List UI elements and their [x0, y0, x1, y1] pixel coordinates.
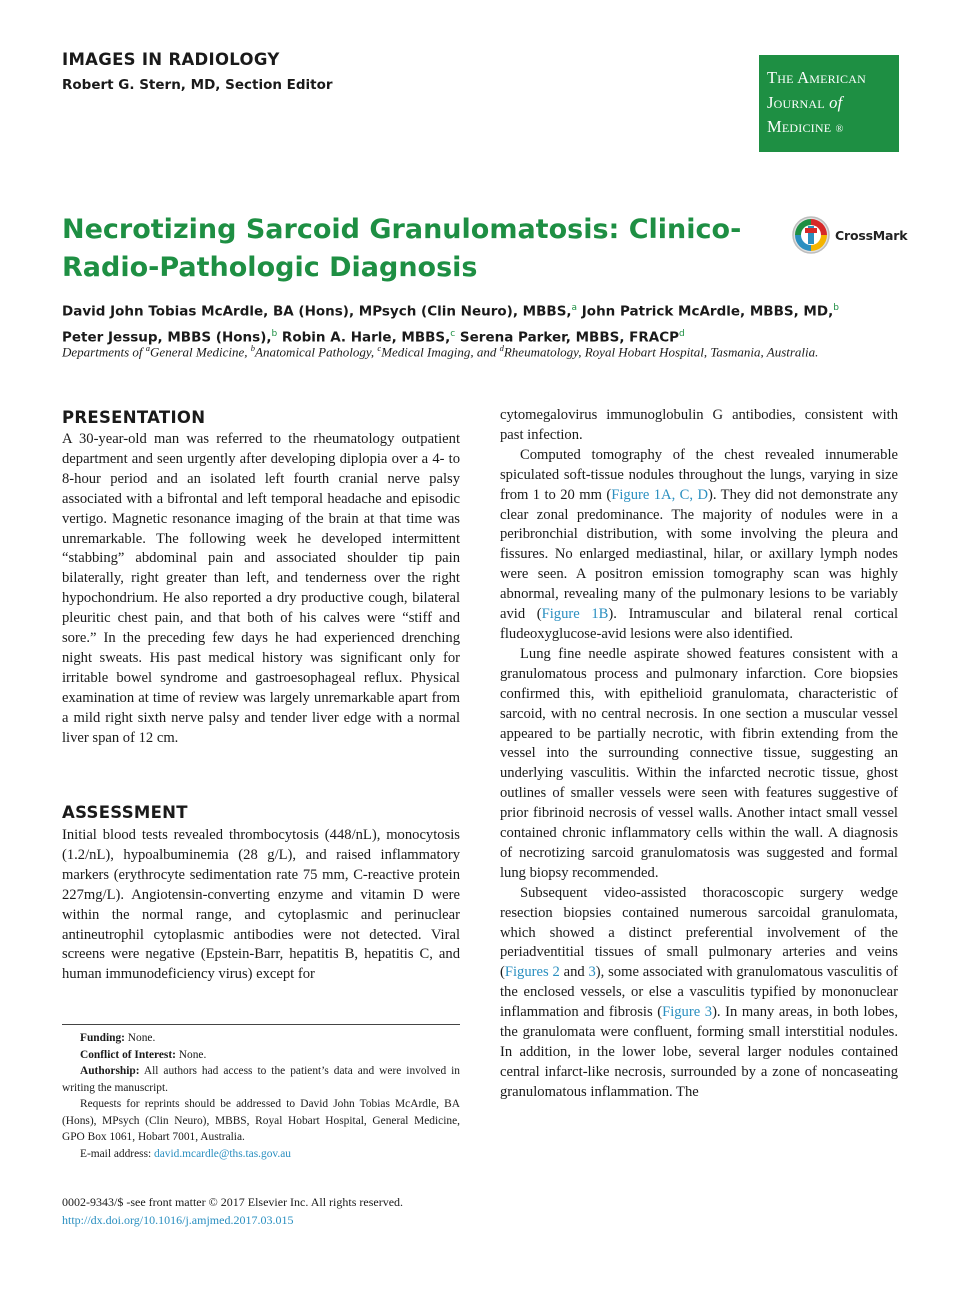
article-title: Necrotizing Sarcoid Granulomatosis: Clinico-Radio-Pathologic Diagnosis	[62, 214, 742, 283]
section-label: IMAGES IN RADIOLOGY	[62, 50, 280, 69]
affiliations: Departments of $^a$General Medicine, $^b$Anatomical Pathology, $^c$Medical Imaging, and $^d$Rheumatology, Royal Hobart Hospital, Tasmania, Australia.	[62, 343, 819, 360]
reprints-note: Requests for reprints should be addressed to David John Tobias McArdle, BA (Hons), MPsych (Clin Neuro), MBBS, Royal Hobart Hospital, General Medicine, GPO Box 1061, Hobart 7001, Australia.	[62, 1098, 460, 1143]
author: Robin A. Harle, MBBS,	[281, 329, 451, 345]
conflict-note: Conflict of Interest: None.	[80, 1048, 207, 1061]
paragraph: Subsequent video-assisted thoracoscopic surgery wedge resection biopsies contained numerous sarcoidal granulomata, which showed a distinct preferential involvement of the periadventitial tissues of small pulmonary arteries and veins (Figures 2 and 3), some associated with granulomatous vasculitis of the enclosed vessels, or else a vasculitis typified by mononuclear inflammation and fibrosis (Figure 3). In many areas, in both lobes, the granulomata were confluent, forming small interstitial nodules. In addition, in the lower lobe, several larger nodules contained central infarct-like necrosis, surrounded by a zone of noncaseating granulomatous inflammation. The	[500, 884, 898, 1100]
figure-link[interactable]: Figure 1A, C, D	[611, 486, 708, 503]
journal-logo-line3: Medicine ®	[767, 117, 844, 136]
author-affil-sup[interactable]: b	[271, 328, 278, 339]
crossmark-badge[interactable]	[791, 215, 906, 257]
author-affil-sup[interactable]: a	[571, 303, 578, 313]
crossmark-icon	[791, 215, 831, 255]
doi-link[interactable]: http://dx.doi.org/10.1016/j.amjmed.2017.03.015	[62, 1213, 294, 1227]
journal-logo-line2: Journal of	[767, 93, 843, 112]
issn-line: 0002-9343/$ -see front matter © 2017 Elsevier Inc. All rights reserved.	[62, 1195, 404, 1209]
section-editor: Robert G. Stern, MD, Section Editor	[62, 77, 333, 93]
funding-note: Funding: None.	[80, 1032, 156, 1044]
presentation-heading: PRESENTATION	[62, 408, 206, 427]
figure-link[interactable]: Figure 1B	[541, 606, 609, 623]
paragraph: cytomegalovirus immunoglobulin G antibodies, consistent with past infection.	[500, 407, 898, 443]
footnote-divider	[62, 1024, 460, 1025]
journal-logo-line1: The American	[767, 68, 866, 87]
author: Peter Jessup, MBBS (Hons),	[62, 329, 272, 345]
author-affil-sup[interactable]: b	[833, 303, 839, 313]
crossmark-label: CrossMark	[835, 228, 908, 243]
figure-link[interactable]: Figures 2	[504, 964, 560, 981]
presentation-text: A 30-year-old man was referred to the rheumatology outpatient department and seen urgently after developing diplopia over a 4- to 8-hour period and an isolated left fourth cranial nerve palsy associated with a bifrontal and left temporal headache and episodic vertigo. Magnetic resonance imaging of the brain at that time was unremarkable. The following week he developed intermittent “stabbing” abdominal pain and associated shoulder tip pain bilaterally, right greater than left, and tenderness over the right hypochondrium. He also reported a dry productive cough, bilateral pleuritic chest pain, and that both of his calves were “stiff and sore.” In the preceding few days he had experienced drenching night sweats. His past medical history was significant only for irritable bowel syndrome and gastroesophageal reflux. Physical examination at time of review was largely unremarkable apart from a mild right sixth nerve palsy and tender liver edge with a normal liver span of 12 cm.	[62, 431, 460, 746]
author: Serena Parker, MBBS, FRACP	[459, 329, 680, 345]
author-affil-sup[interactable]: d	[679, 328, 685, 339]
assessment-heading: ASSESSMENT	[62, 803, 188, 822]
author: John Patrick McArdle, MBBS, MD,	[581, 303, 834, 320]
authorship-note: Authorship: All authors had access to the patient’s data and were involved in writing the manuscript.	[62, 1065, 460, 1094]
figure-link[interactable]: 3	[588, 964, 596, 981]
figure-link[interactable]: Figure 3	[662, 1004, 713, 1021]
left-column	[62, 430, 460, 749]
right-column	[500, 406, 898, 1103]
author-affil-sup[interactable]: c	[450, 328, 456, 339]
email-link[interactable]: david.mcardle@ths.tas.gov.au	[154, 1147, 291, 1160]
paragraph: Lung fine needle aspirate showed features consistent with a granulomatous process and pulmonary infarction. Core biopsies confirmed this, with epithelioid granulomata, characteristic of sarcoid, with no central necrosis. In one section a muscular vessel appeared to be partially necrotic, with fibrin extending from the vessel into the surrounding connective tissue, suggesting an underlying vasculitis. Within the infarcted necrotic tissue, ghost outlines of smaller vessels were seen with features suggestive of prior fibrinoid necrosis of vessel walls. Another intact small vessel contained chronic inflammatory cells within the wall. A diagnosis of necrotizing sarcoid granulomatosis was suggested and formal lung biopsy recommended.	[500, 645, 898, 881]
email-note: E-mail address: david.mcardle@ths.tas.gov.au	[80, 1147, 291, 1160]
assessment-text: Initial blood tests revealed thrombocytosis (448/nL), monocytosis (1.2/nL), hypoalbuminemia (28 g/L), and raised inflammatory markers (erythrocyte sedimentation rate 75 mm, C-reactive protein 227mg/L). Angiotensin-converting enzyme and vitamin D were within the normal range, and cytoplasmic and perinuclear antineutrophil cytoplasmic antibodies were not detected. Viral screens were negative (Epstein-Barr, hepatitis B, hepatitis C, and human immunodeficiency virus) except for	[62, 827, 460, 983]
journal-logo	[759, 55, 899, 152]
footnotes	[62, 1030, 460, 1162]
paragraph: Computed tomography of the chest revealed innumerable spiculated soft-tissue nodules throughout the lungs, varying in size from 1 to 20 mm (Figure 1A, C, D). They did not demonstrate any clear zonal predominance. The majority of nodules were in a peribronchial distribution, with some involving the pleura and fissures. No enlarged mediastinal, hilar, or axillary lymph nodes were seen. A positron emission tomography scan was highly abnormal, revealing many of the pulmonary lesions to be variably avid (Figure 1B). Intramuscular and bilateral renal cortical fludeoxyglucose-avid lesions were also identified.	[500, 446, 899, 642]
assessment-column	[62, 826, 460, 985]
author: David John Tobias McArdle, BA (Hons), MPsych (Clin Neuro), MBBS,	[62, 303, 572, 320]
